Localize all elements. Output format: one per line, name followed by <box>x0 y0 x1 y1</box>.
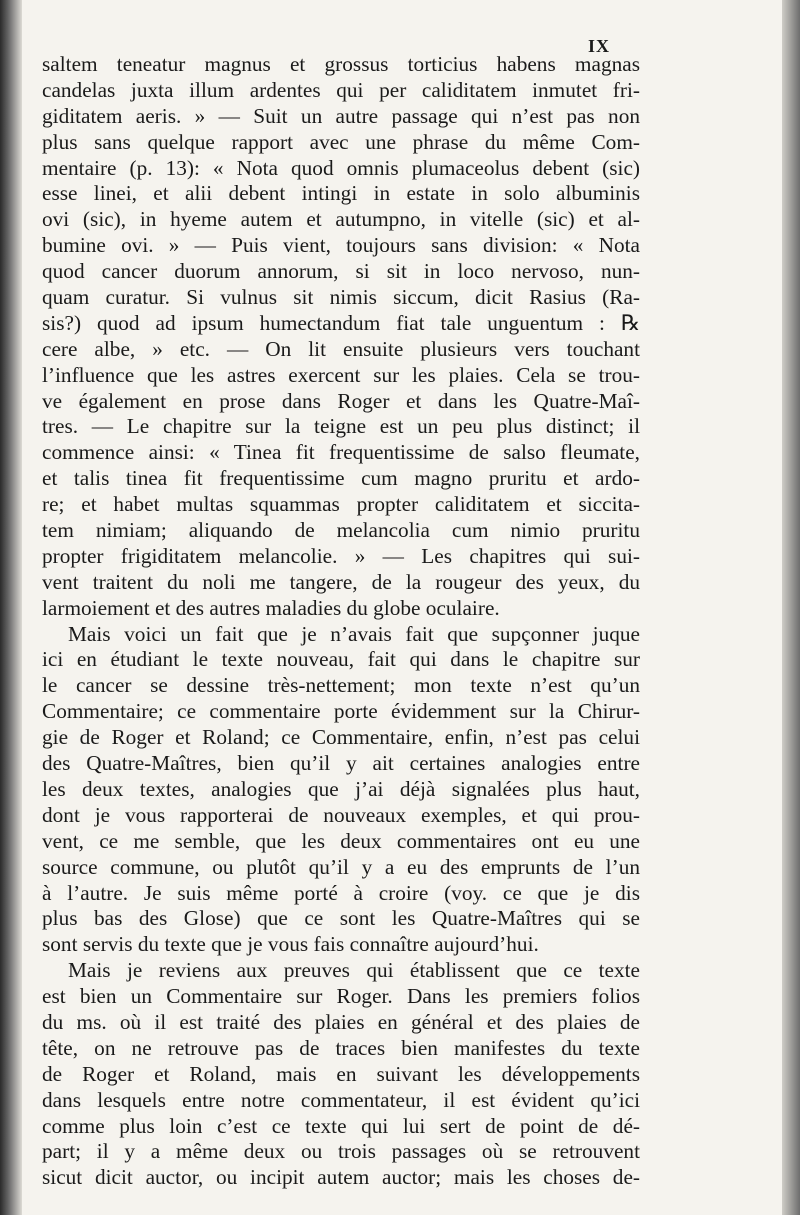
text-line: ici en étudiant le texte nouveau, fait qui dans le chapitre sur <box>42 647 640 672</box>
text-line: dont je vous rapporterai de nouveaux exemples, et qui prou- <box>42 802 640 827</box>
text-line: tem nimiam; aliquando de melancolia cum nimio pruritu <box>42 518 640 543</box>
text-line: commence ainsi: « Tinea fit frequentissime de salso fleumate, <box>42 440 640 465</box>
text-line: Mais je reviens aux preuves qui établissent que ce texte <box>68 958 640 983</box>
text-line: mentaire (p. 13): « Nota quod omnis plumaceolus debent (sic) <box>42 155 640 180</box>
text-line: tête, on ne retrouve pas de traces bien manifestes du texte <box>42 1035 640 1060</box>
text-line: Commentaire; ce commentaire porte évidemment sur la Chirur- <box>42 699 640 724</box>
text-line: le cancer se dessine très-nettement; mon texte n’est qu’un <box>42 673 640 698</box>
text-line: plus bas des Glose) que ce sont les Quatre-Maîtres qui se <box>42 906 640 931</box>
text-line: tres. — Le chapitre sur la teigne est un peu plus distinct; il <box>42 414 640 439</box>
text-line: saltem teneatur magnus et grossus torticius habens magnas <box>42 52 640 76</box>
text-line: bumine ovi. » — Puis vient, toujours sans division: « Nota <box>42 233 640 258</box>
text-line: à l’autre. Je suis même porté à croire (voy. ce que je dis <box>42 880 640 905</box>
text-line: sis?) quod ad ipsum humectandum fiat tale unguentum : ℞ <box>42 310 640 335</box>
text-line: des Quatre-Maîtres, bien qu’il y ait certaines analogies entre <box>42 751 640 776</box>
book-edge-shadow-right <box>782 0 800 1215</box>
text-line: vent traitent du noli me tangere, de la rougeur des yeux, du <box>42 569 640 594</box>
text-line: esse linei, et alii debent intingi in estate in solo albuminis <box>42 181 640 206</box>
text-line: est bien un Commentaire sur Roger. Dans les premiers folios <box>42 984 640 1009</box>
text-line: ve également en prose dans Roger et dans les Quatre-Maî- <box>42 388 640 413</box>
text-line: du ms. où il est traité des plaies en général et des plaies de <box>42 1009 640 1034</box>
text-line: dans lesquels entre notre commentateur, il est évident qu’ici <box>42 1087 640 1112</box>
text-line: sicut dicit auctor, ou incipit autem auctor; mais les choses de- <box>42 1165 640 1190</box>
text-line: de Roger et Roland, mais en suivant les développements <box>42 1061 640 1086</box>
text-line: re; et habet multas squammas propter caliditatem et siccita- <box>42 492 640 517</box>
text-line: et talis tinea fit frequentissime cum magno pruritu et ardo- <box>42 466 640 491</box>
text-line: l’influence que les astres exercent sur les plaies. Cela se trou- <box>42 362 640 387</box>
page-number: IX <box>588 36 611 56</box>
text-line: gie de Roger et Roland; ce Commentaire, enfin, n’est pas celui <box>42 725 640 750</box>
text-line: Mais voici un fait que je n’avais fait que supçonner juque <box>68 621 640 646</box>
text-line: les deux textes, analogies que j’ai déjà signalées plus haut, <box>42 776 640 801</box>
text-line: quam curatur. Si vulnus sit nimis siccum, dicit Rasius (Ra- <box>42 285 640 310</box>
text-line: quod cancer duorum annorum, si sit in loco nervoso, nun- <box>42 259 640 284</box>
text-line: cere albe, » etc. — On lit ensuite plusieurs vers touchant <box>42 336 640 361</box>
body-text <box>42 52 640 1191</box>
text-line: candelas juxta illum ardentes qui per caliditatem inmutet fri- <box>42 77 640 102</box>
text-line: propter frigiditatem melancolie. » — Les chapitres qui sui- <box>42 543 640 568</box>
text-line: larmoiement et des autres maladies du globe oculaire. <box>42 595 500 620</box>
text-line: source commune, ou plutôt qu’il y a eu des emprunts de l’un <box>42 854 640 879</box>
text-line: part; il y a même deux ou trois passages où se retrouvent <box>42 1139 640 1164</box>
text-line: ovi (sic), in hyeme autem et autumpno, in vitelle (sic) et al- <box>42 207 640 232</box>
book-gutter-shadow-left <box>0 0 22 1215</box>
text-line: vent, ce me semble, que les deux commentaires ont eu une <box>42 828 640 853</box>
text-line: sont servis du texte que je vous fais connaître aujourd’hui. <box>42 932 539 957</box>
text-line: plus sans quelque rapport avec une phrase du même Com- <box>42 129 640 154</box>
text-line: giditatem aeris. » — Suit un autre passage qui n’est pas non <box>42 103 640 128</box>
text-line: comme plus loin c’est ce texte qui lui sert de point de dé- <box>42 1113 640 1138</box>
